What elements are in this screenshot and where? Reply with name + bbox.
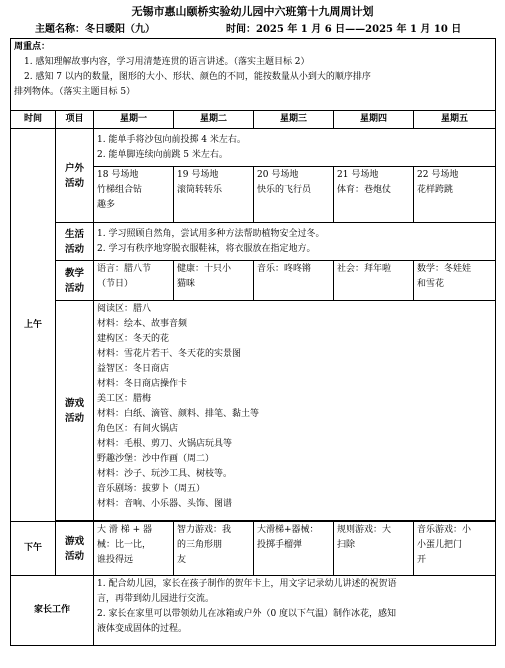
teaching-day: 数学：冬娃娃 和雪花 bbox=[414, 261, 496, 301]
date-range: 时间：2025 年 1 月 6 日——2025 年 1 月 10 日 bbox=[226, 24, 462, 35]
header-day: 星期二 bbox=[174, 111, 254, 129]
game-activity-label: 游戏 活动 bbox=[56, 301, 94, 521]
header-day: 星期一 bbox=[94, 111, 174, 129]
outdoor-goals: 1. 能单手将沙包向前投掷 4 米左右。 2. 能单脚连续向前跳 5 米左右。 bbox=[94, 129, 496, 167]
life-activity-content: 1. 学习照顾自然角，尝试用多种方法帮助植物安全过冬。 2. 学习有秩序地穿脱衣服鞋袜，将衣服放在指定地方。 bbox=[94, 223, 496, 261]
weekly-focus bbox=[11, 39, 496, 111]
outdoor-venue: 22 号场地 花样跨跳 bbox=[414, 167, 496, 223]
teaching-day: 健康：十只小 猫咪 bbox=[174, 261, 254, 301]
document-title: 无锡市惠山颐桥实验幼儿园中六班第十九周周计划 bbox=[131, 5, 374, 18]
outdoor-venue: 20 号场地 快乐的飞行员 bbox=[254, 167, 334, 223]
game-area-line: 材料：雪花片若干、冬天花的实景图 bbox=[97, 349, 242, 359]
afternoon-game-day: 规则游戏：大 扫除 bbox=[334, 522, 414, 576]
game-area-line: 材料：冬日商店操作卡 bbox=[97, 379, 188, 389]
game-area-line: 美工区：腊梅 bbox=[97, 394, 152, 404]
game-area-line: 材料：音响、小乐器、头饰、图谱 bbox=[97, 499, 233, 509]
game-area-line: 野趣沙堡：沙中作画（周二） bbox=[97, 454, 215, 464]
focus-item: 2. 感知 7 以内的数量，图形的大小、形状、颜色的不同，能按数量从小到大的顺序排序 bbox=[24, 72, 371, 82]
outdoor-activity-label: 户外 活动 bbox=[56, 129, 94, 223]
focus-item: 1. 感知理解故事内容，学习用清楚连贯的语言讲述。（落实主题目标 2） bbox=[24, 57, 310, 67]
game-area-line: 阅读区：腊八 bbox=[97, 304, 152, 314]
afternoon-game-day: 大滑梯+器械： 投掷手榴弹 bbox=[254, 522, 334, 576]
outdoor-venue: 21 号场地 体育：巷炮仗 bbox=[334, 167, 414, 223]
afternoon-game-day: 大 滑 梯 + 器 械：比一比， 谁投得远 bbox=[94, 522, 174, 576]
focus-item: 排列物体。（落实主题目标 5） bbox=[14, 87, 136, 97]
game-areas bbox=[94, 301, 496, 521]
parent-work-label: 家长工作 bbox=[11, 576, 94, 646]
header-day: 星期三 bbox=[254, 111, 334, 129]
teaching-day: 语言：腊八节 （节日） bbox=[94, 261, 174, 301]
parent-work-content: 1. 配合幼儿园，家长在孩子制作的贺年卡上，用文字记录幼儿讲述的祝贺语 言，再带到幼儿园进行交流。 2. 家长在家里可以带领幼儿在冰箱或户外（0 度以下气温）制作冰花，感知 液体变成固体的过程。 bbox=[94, 576, 496, 646]
outdoor-venue: 19 号场地 滚筒转转乐 bbox=[174, 167, 254, 223]
afternoon-game-day: 智力游戏：我 的三角形朋 友 bbox=[174, 522, 254, 576]
afternoon-game-day: 音乐游戏：小 小蛋儿把门 开 bbox=[414, 522, 496, 576]
meta-row bbox=[0, 20, 505, 34]
header-item: 项目 bbox=[56, 111, 94, 129]
teaching-day: 音乐：咚咚锵 bbox=[254, 261, 334, 301]
afternoon-game-label: 游戏 活动 bbox=[56, 522, 94, 576]
game-area-line: 音乐剧场：拔萝卜（周五） bbox=[97, 484, 206, 494]
afternoon-label: 下午 bbox=[11, 522, 56, 576]
weekly-plan-table bbox=[10, 38, 496, 646]
header-day: 星期五 bbox=[414, 111, 496, 129]
theme-name: 主题名称：冬日暖阳（九） bbox=[35, 24, 155, 35]
teaching-day: 社会：拜年啦 bbox=[334, 261, 414, 301]
header-day: 星期四 bbox=[334, 111, 414, 129]
game-area-line: 建构区：冬天的花 bbox=[97, 334, 170, 344]
morning-label: 上午 bbox=[11, 129, 56, 522]
game-area-line: 材料：白纸、滴管、颜料、排笔、黏土等 bbox=[97, 409, 260, 419]
game-area-line: 材料：绘本、故事音频 bbox=[97, 319, 188, 329]
game-area-line: 材料：毛根、剪刀、火锅店玩具等 bbox=[97, 439, 233, 449]
focus-title: 周重点： bbox=[14, 42, 51, 52]
game-area-line: 益智区：冬日商店 bbox=[97, 364, 170, 374]
outdoor-venue: 18 号场地 竹梯组合钻 趣多 bbox=[94, 167, 174, 223]
life-activity-label: 生活 活动 bbox=[56, 223, 94, 261]
game-area-line: 角色区：有间火锅店 bbox=[97, 424, 179, 434]
header-time: 时间 bbox=[11, 111, 56, 129]
game-area-line: 材料：沙子、玩沙工具、树枝等。 bbox=[97, 469, 233, 479]
teaching-activity-label: 教学 活动 bbox=[56, 261, 94, 301]
